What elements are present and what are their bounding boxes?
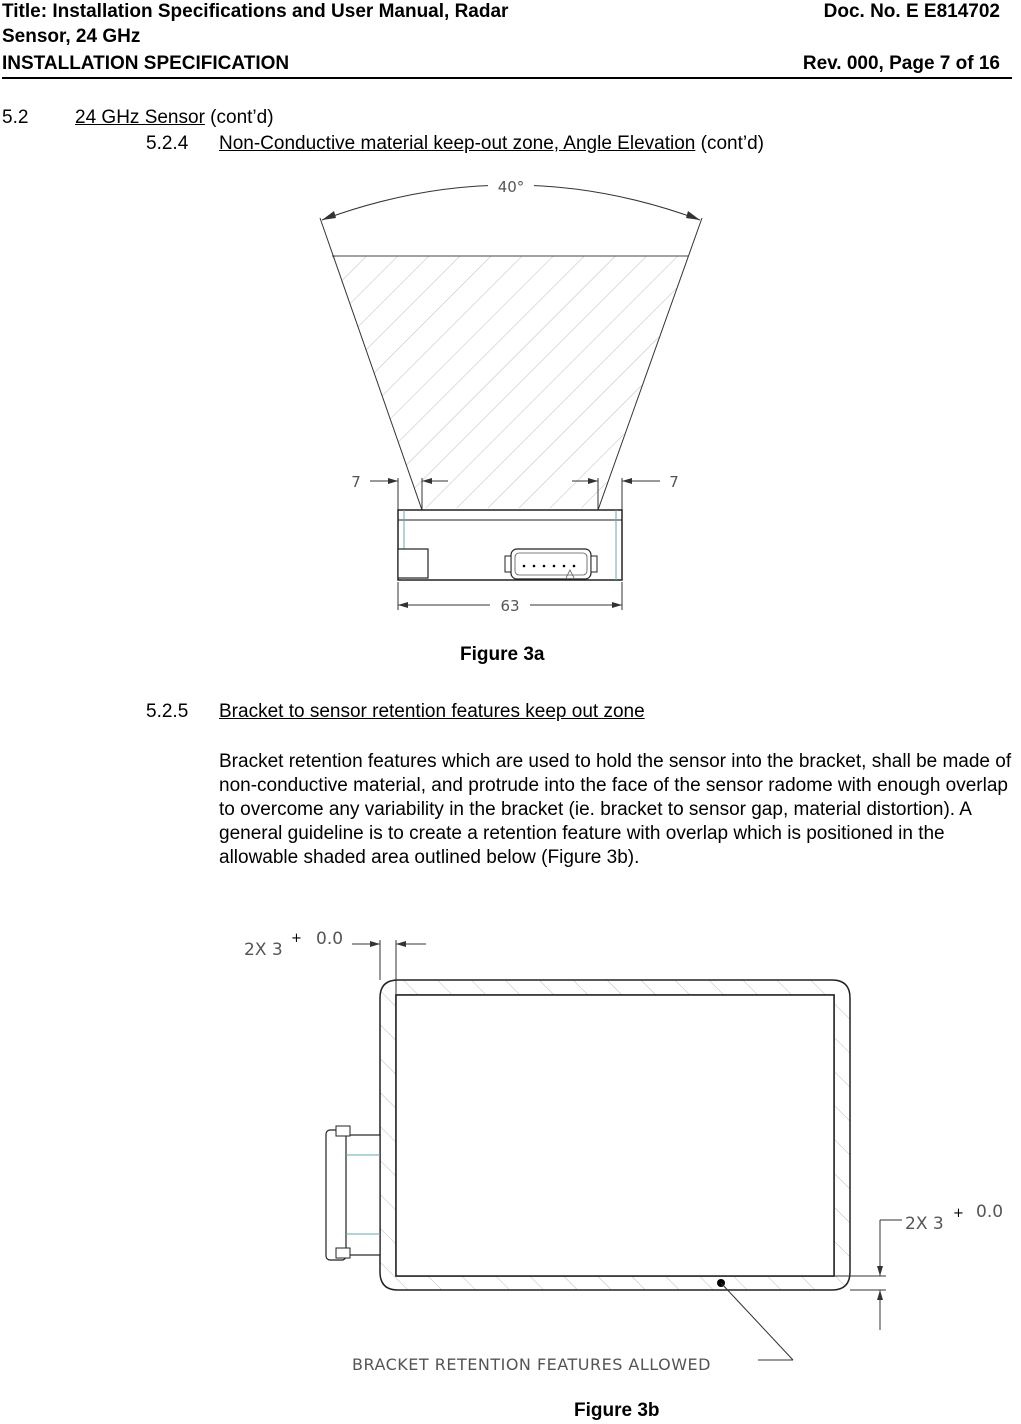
header-doc-no: Doc. No. E E814702: [823, 1, 1000, 22]
left-dim-label: 7: [351, 473, 361, 491]
width-dim-label: 63: [500, 597, 520, 615]
header-section: INSTALLATION SPECIFICATION: [2, 53, 290, 74]
keep-out-zone-shade: [332, 256, 688, 508]
side-connector: [326, 1126, 380, 1260]
angle-label: 40°: [497, 178, 525, 196]
callout-label: BRACKET RETENTION FEATURES ALLOWED: [352, 1355, 711, 1374]
section-number-5-2-4: 5.2.4: [146, 133, 189, 154]
section-heading-5-2: [75, 106, 274, 130]
section-number-5-2-5: 5.2.5: [146, 701, 189, 722]
section-title-5-2: 24 GHz Sensor: [75, 107, 205, 128]
sensor-face: [396, 995, 834, 1276]
header-title-line1: Title: Installation Specifications and User Manual, Radar: [2, 1, 509, 22]
section-body-5-2-5: Bracket retention features which are used to hold the sensor into the bracket, shall be made of non-conductive material, and protrude into the face of the sensor radome with enough overlap to overcome any variability in the bracket (ie. bracket to sensor gap, material distortion). A general guideline is to create a retention feature with overlap which is positioned in the allowable shaded area outlined below (Figure 3b).: [219, 751, 1012, 868]
section-suffix-5-2-4: (cont’d): [695, 133, 764, 154]
figure-3b-caption: Figure 3b: [574, 1400, 660, 1421]
connector: [505, 549, 597, 579]
section-number-5-2: 5.2: [2, 107, 29, 128]
right-tolerance: 0.0: [976, 1202, 1004, 1222]
right-dim-label: 7: [669, 473, 679, 491]
top-dim-label: 2X 3: [244, 940, 283, 960]
right-dim-label: 2X 3: [905, 1214, 944, 1234]
right-plus-sign: +: [953, 1206, 964, 1221]
section-heading-5-2-4: [219, 132, 764, 156]
header-rule: [2, 77, 1012, 79]
section-suffix-5-2: (cont’d): [204, 107, 274, 128]
section-title-5-2-5: Bracket to sensor retention features keep out zone: [219, 701, 645, 722]
figure-3a-drawing: [300, 165, 720, 625]
top-tolerance: 0.0: [316, 929, 344, 949]
header-rev-page: Rev. 000, Page 7 of 16: [802, 53, 1000, 74]
figure-3a-caption: Figure 3a: [460, 644, 545, 665]
top-plus-sign: +: [291, 931, 302, 946]
figure-3b-drawing: [230, 920, 1020, 1380]
section-title-5-2-4: Non-Conductive material keep-out zone, Angle Elevation: [219, 133, 696, 154]
header-title-line2: Sensor, 24 GHz: [2, 26, 141, 47]
